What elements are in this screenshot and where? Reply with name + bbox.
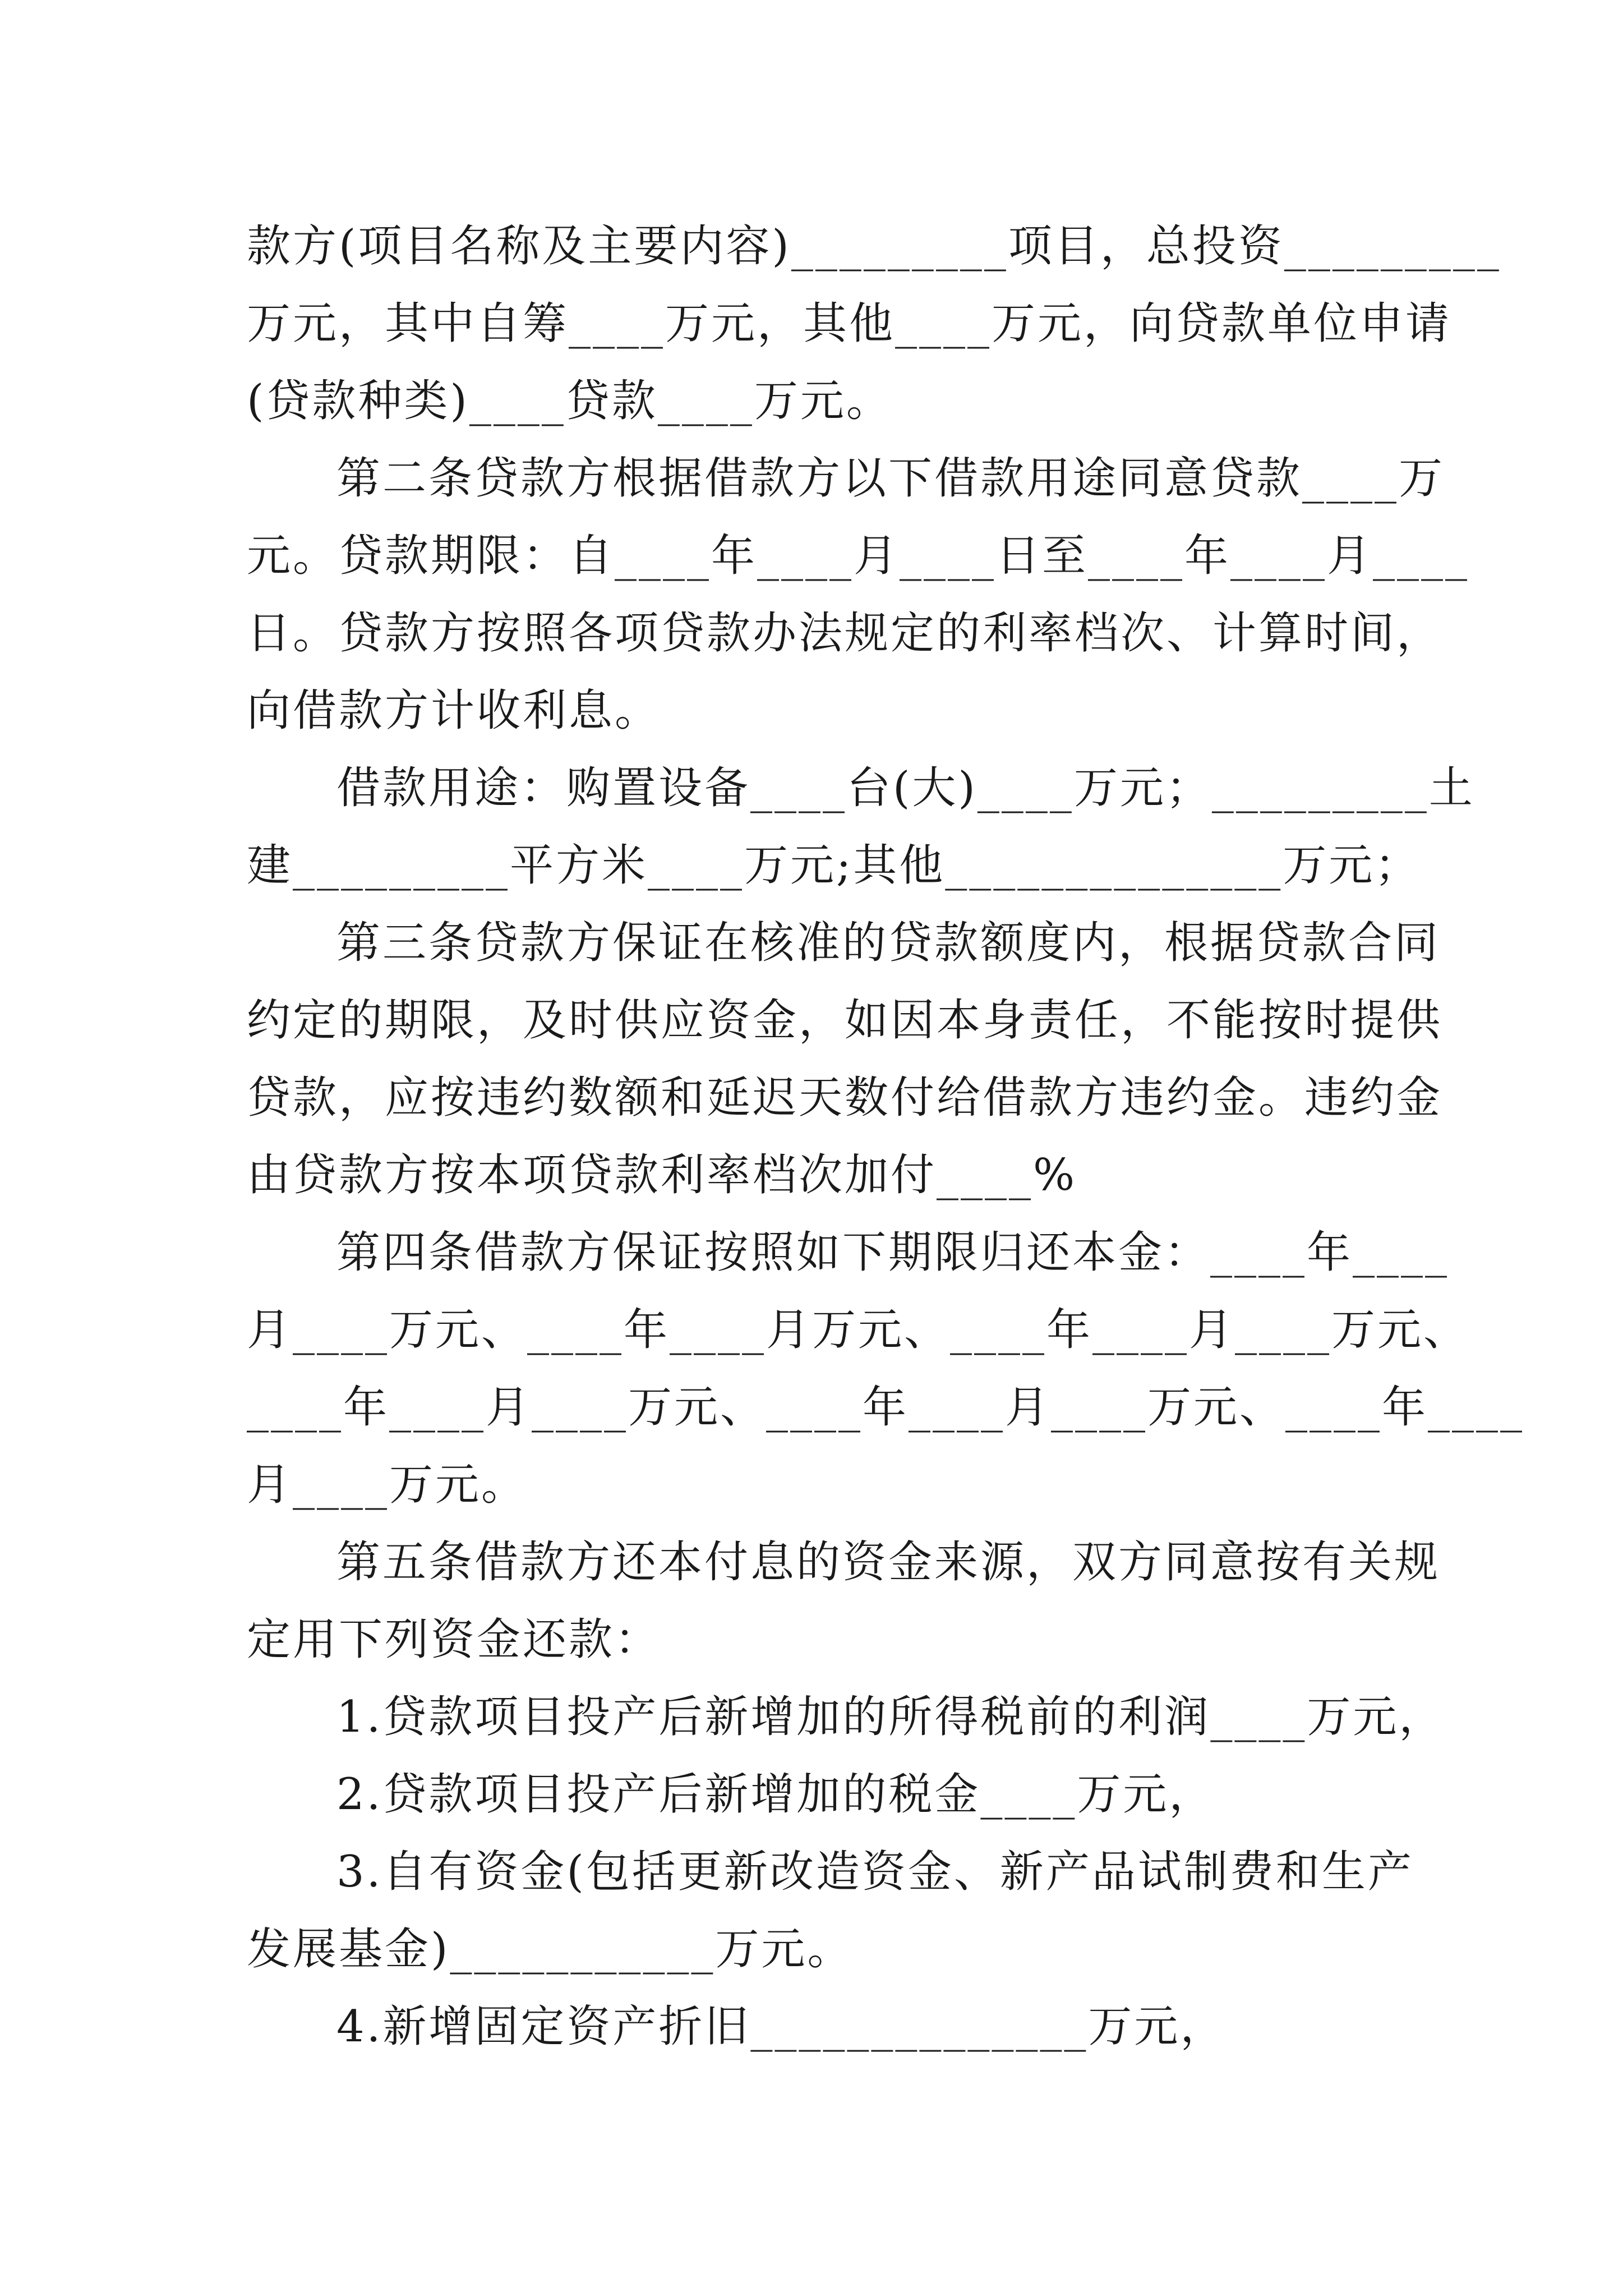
article-3-line: 第三条贷款方保证在核准的贷款额度内，根据贷款合同 <box>336 918 1441 968</box>
text-line: 月____万元、____年____月万元、____年____月____万元、 <box>247 1305 1470 1355</box>
text-line: (贷款种类)____贷款____万元。 <box>247 376 892 426</box>
list-item-2: 2.贷款项目投产后新增加的税金____万元， <box>336 1769 1215 1820</box>
article-5-line: 第五条借款方还本付息的资金来源，双方同意按有关规 <box>336 1537 1441 1588</box>
text-line: 由贷款方按本项贷款利率档次加付____% <box>247 1150 1077 1200</box>
text-line: 贷款，应按违约数额和延迟天数付给借款方违约金。违约金 <box>247 1073 1443 1123</box>
list-item-3: 3.自有资金(包括更新改造资金、新产品试制费和生产 <box>336 1847 1414 1897</box>
text-line: ____年____月____万元、____年____月____万元、____年____ <box>247 1382 1525 1433</box>
text-line: 日。贷款方按照各项贷款办法规定的利率档次、计算时间， <box>247 608 1443 659</box>
article-4-line: 第四条借款方保证按照如下期限归还本金：____年____ <box>336 1227 1450 1278</box>
text-line: 万元，其中自筹____万元，其他____万元，向贷款单位申请 <box>247 298 1452 349</box>
text-line: 发展基金)___________万元。 <box>247 1924 854 1975</box>
text-line: 建_________平方米____万元;其他______________万元； <box>247 840 1421 891</box>
text-line: 定用下列资金还款： <box>247 1614 661 1665</box>
article-2-line: 第二条贷款方根据借款方以下借款用途同意贷款____万 <box>336 453 1445 504</box>
text-line: 元。贷款期限：自____年____月____日至____年____月____ <box>247 531 1470 581</box>
list-item-4: 4.新增固定资产折旧______________万元， <box>336 2001 1227 2052</box>
text-line: 约定的期限，及时供应资金，如因本身责任，不能按时提供 <box>247 995 1443 1046</box>
list-item-1: 1.贷款项目投产后新增加的所得税前的利润____万元， <box>336 1692 1445 1742</box>
contract-text <box>247 208 1525 2065</box>
loan-purpose-line: 借款用途：购置设备____台(大)____万元；_________土 <box>336 763 1475 813</box>
text-line: 款方(项目名称及主要内容)_________项目，总投资_________ <box>247 221 1501 272</box>
text-line: 月____万元。 <box>247 1460 528 1510</box>
text-line: 向借款方计收利息。 <box>247 685 661 736</box>
